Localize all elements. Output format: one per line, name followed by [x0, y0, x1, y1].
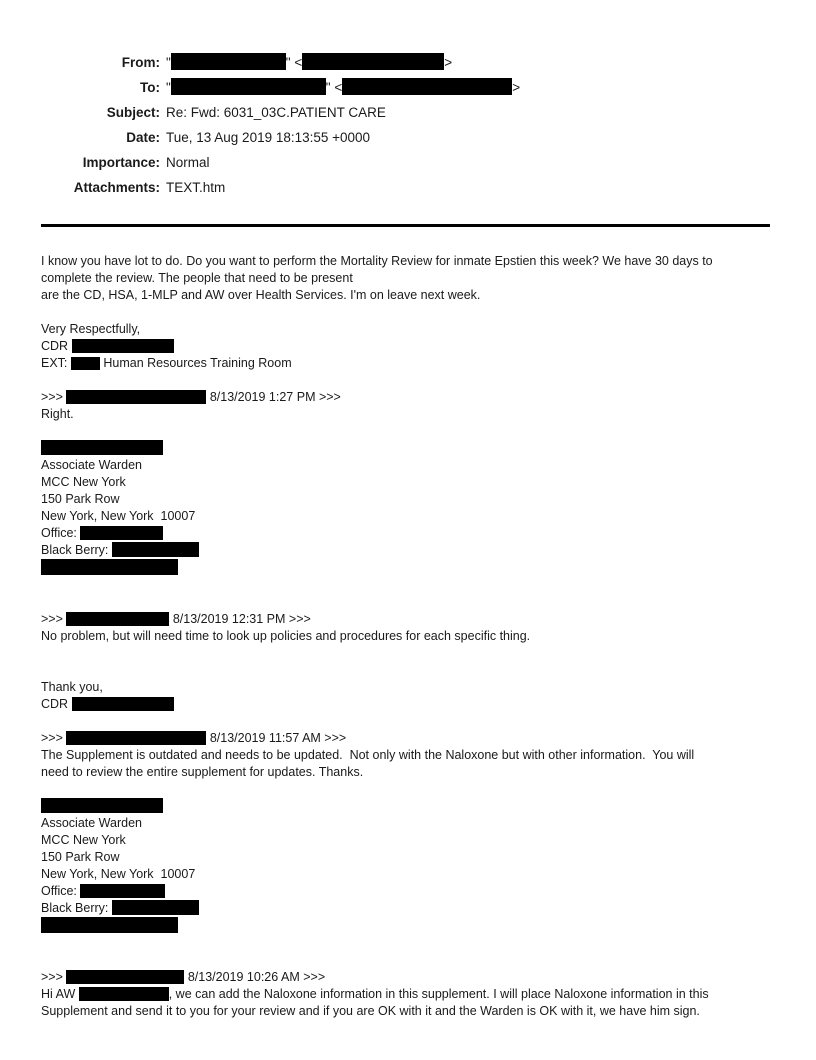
header-label-importance: Importance: [82, 155, 160, 170]
redaction-bar [80, 884, 165, 898]
redaction-bar [41, 440, 163, 455]
redaction-bar [80, 526, 163, 540]
redaction-bar [71, 357, 100, 370]
redaction-bar [72, 339, 174, 353]
body-line [41, 491, 770, 508]
body-line [41, 542, 770, 559]
text-segment: Associate Warden [41, 816, 142, 830]
redaction-bar [66, 390, 206, 404]
text-segment: Supplement and send it to you for your review and if you are OK with it and the Warden is OK with it, we have him sign. [41, 1004, 700, 1018]
header-label-subject: Subject: [106, 105, 160, 120]
text-segment: Human Resources Training Room [99, 356, 292, 370]
redaction-bar [302, 53, 444, 70]
text-segment: EXT: [41, 356, 71, 370]
body-line [41, 713, 770, 730]
body-line [41, 321, 770, 338]
text-segment: New York, New York 10007 [41, 867, 196, 881]
text-segment: > [512, 80, 521, 95]
text-segment: CDR [41, 339, 72, 353]
body-line [41, 611, 770, 628]
redaction-bar [112, 900, 199, 915]
body-line [41, 474, 770, 491]
header-value-subject [160, 100, 386, 125]
body-line [41, 815, 770, 832]
body-line [41, 679, 770, 696]
redaction-bar [171, 78, 326, 95]
body-line [41, 935, 770, 952]
text-segment: >>> [41, 390, 67, 404]
redaction-bar [66, 731, 206, 745]
body-line [41, 559, 770, 577]
body-line [41, 253, 770, 270]
body-line [41, 900, 770, 917]
redaction-bar [41, 917, 178, 933]
redaction-bar [41, 798, 163, 813]
text-segment: Re: Fwd: 6031_03C.PATIENT CARE [166, 105, 386, 120]
text-segment: CDR [41, 697, 72, 711]
header-label-from: From: [121, 55, 160, 70]
text-segment: 150 Park Row [41, 492, 120, 506]
header-field-date [41, 125, 770, 150]
body-line [41, 355, 770, 372]
email-body [41, 253, 770, 1020]
text-segment: Office: [41, 526, 81, 540]
redaction-bar [112, 542, 199, 557]
text-segment: , we can add the Naloxone information in this supplement. I will place Naloxone information in this [168, 987, 709, 1001]
text-segment: Associate Warden [41, 458, 142, 472]
body-line [41, 389, 770, 406]
text-segment: complete the review. The people that need to be present [41, 271, 353, 285]
text-segment: " [166, 80, 171, 95]
text-segment: >>> [41, 612, 67, 626]
text-segment: are the CD, HSA, 1-MLP and AW over Health Services. I'm on leave next week. [41, 288, 481, 302]
text-segment: Very Respectfully, [41, 322, 141, 336]
body-line [41, 577, 770, 594]
body-line [41, 287, 770, 304]
text-segment: Normal [166, 155, 210, 170]
body-line [41, 781, 770, 798]
text-segment: The Supplement is outdated and needs to be updated. Not only with the Naloxone but with other information. You will [41, 748, 695, 762]
text-segment: 8/13/2019 11:57 AM >>> [206, 731, 347, 745]
body-line [41, 525, 770, 542]
text-segment: 150 Park Row [41, 850, 120, 864]
body-line [41, 594, 770, 611]
header-label-date: Date: [126, 130, 160, 145]
body-line [41, 866, 770, 883]
text-segment: need to review the entire supplement for updates. Thanks. [41, 765, 364, 779]
header-label-to: To: [140, 80, 160, 95]
text-segment: > [444, 55, 453, 70]
header-value-attachments [160, 175, 225, 200]
email-header [41, 50, 770, 200]
header-divider [41, 224, 770, 227]
body-line [41, 628, 770, 645]
body-line [41, 662, 770, 679]
redaction-bar [171, 53, 286, 70]
redaction-bar [79, 987, 169, 1001]
header-field-attachments [41, 175, 770, 200]
header-value-date [160, 125, 370, 150]
text-segment: Thank you, [41, 680, 103, 694]
body-line [41, 764, 770, 781]
body-line [41, 747, 770, 764]
text-segment: New York, New York 10007 [41, 509, 196, 523]
body-line [41, 952, 770, 969]
body-line [41, 696, 770, 713]
text-segment: MCC New York [41, 833, 126, 847]
redaction-bar [66, 612, 169, 626]
body-line [41, 423, 770, 440]
header-field-importance [41, 150, 770, 175]
text-segment: MCC New York [41, 475, 126, 489]
text-segment: Black Berry: [41, 543, 112, 557]
body-line [41, 849, 770, 866]
body-line [41, 440, 770, 457]
text-segment: Right. [41, 407, 74, 421]
header-value-importance [160, 150, 210, 175]
body-line [41, 372, 770, 389]
body-line [41, 883, 770, 900]
body-line [41, 798, 770, 815]
redaction-bar [41, 559, 178, 575]
body-line [41, 1003, 770, 1020]
header-field-subject [41, 100, 770, 125]
header-field-to [41, 75, 770, 100]
text-segment: I know you have lot to do. Do you want to perform the Mortality Review for inmate Epstien this week? We have 30 days to [41, 254, 713, 268]
text-segment: Hi AW [41, 987, 79, 1001]
redaction-bar [66, 970, 184, 984]
header-value-to [160, 75, 520, 100]
text-segment: Office: [41, 884, 81, 898]
body-line [41, 832, 770, 849]
header-value-from [160, 50, 452, 75]
text-segment: >>> [41, 970, 67, 984]
text-segment: 8/13/2019 10:26 AM >>> [184, 970, 326, 984]
body-line [41, 457, 770, 474]
body-line [41, 645, 770, 662]
text-segment: Black Berry: [41, 901, 112, 915]
body-line [41, 338, 770, 355]
text-segment: " < [325, 80, 343, 95]
body-line [41, 917, 770, 935]
text-segment: " [166, 55, 171, 70]
text-segment: 8/13/2019 12:31 PM >>> [169, 612, 311, 626]
body-line [41, 969, 770, 986]
body-line [41, 986, 770, 1003]
text-segment: Tue, 13 Aug 2019 18:13:55 +0000 [166, 130, 371, 145]
body-line [41, 508, 770, 525]
text-segment: 8/13/2019 1:27 PM >>> [206, 390, 341, 404]
text-segment: " < [285, 55, 303, 70]
body-line [41, 304, 770, 321]
header-label-attachments: Attachments: [73, 180, 160, 195]
body-line [41, 270, 770, 287]
header-field-from [41, 50, 770, 75]
redaction-bar [342, 78, 512, 95]
body-line [41, 406, 770, 423]
text-segment: TEXT.htm [166, 180, 226, 195]
text-segment: No problem, but will need time to look up policies and procedures for each specific thing. [41, 629, 531, 643]
text-segment: >>> [41, 731, 67, 745]
redaction-bar [72, 697, 174, 711]
body-line [41, 730, 770, 747]
